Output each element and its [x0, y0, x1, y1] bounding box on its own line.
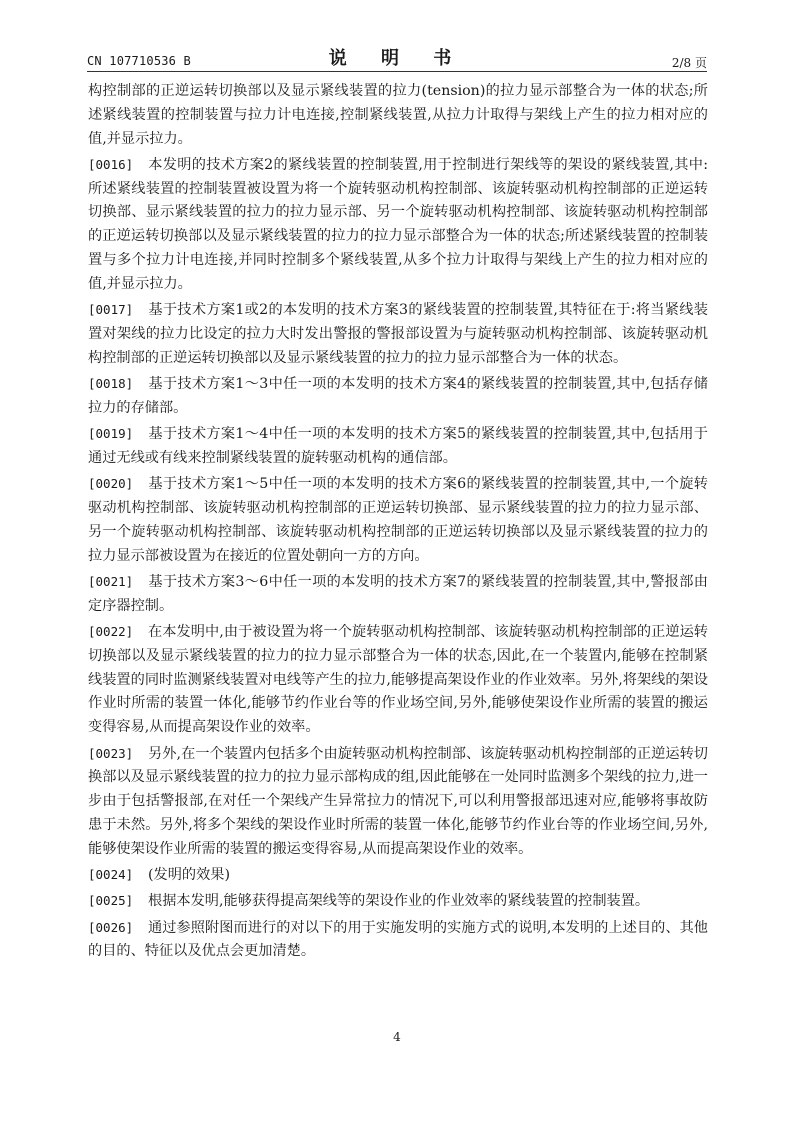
paragraph-number: [0019]: [88, 426, 134, 442]
paragraph-number: [0025]: [88, 893, 134, 909]
paragraph-number: [0018]: [88, 376, 134, 392]
paragraph: [88, 916, 708, 965]
page-number: 4: [393, 1030, 401, 1044]
paragraph-text: 根据本发明,能够获得提高架线等的架设作业的作业效率的紧线装置的控制装置。: [148, 893, 650, 910]
document-title: 说 明 书: [328, 48, 466, 69]
paragraph: [88, 889, 708, 914]
paragraph: [88, 372, 708, 421]
paragraph: [88, 80, 708, 151]
page-header: [87, 44, 707, 72]
paragraph-number: [0023]: [88, 745, 134, 761]
header-divider: [87, 71, 707, 72]
paragraph-text: 本发明的技术方案2的紧线装置的控制装置,用于控制进行架线等的架设的紧线装置,其中:所述紧线装置的控制装置被设置为将一个旋转驱动机构控制部、该旋转驱动机构控制部的正逆运转切换部、显示紧线装置的拉力的拉力显示部、另一个旋转驱动机构控制部、该旋转驱动机构控制部的正逆运转切换部以及显示紧线装置的拉力的拉力显示部整合为一体的状态;所述紧线装置的控制装置与多个拉力计电连接,并同时控制多个紧线装置,从多个拉力计取得与架线上产生的拉力相对应的值,并显示拉力。: [88, 156, 708, 292]
paragraph-number: [0017]: [88, 302, 134, 318]
paragraph-text: 另外,在一个装置内包括多个由旋转驱动机构控制部、该旋转驱动机构控制部的正逆运转切换部以及显示紧线装置的拉力的拉力显示部构成的组,因此能够在一处同时监测多个架线的拉力,进一步由于包括警报部,在对任一个架线产生异常拉力的情况下,可以利用警报部迅速对应,能够将事故防患于未然。另外,将多个架线的架设作业时所需的装置一体化,能够节约作业台等的作业场空间,另外,能够使架设作业所需的装置的搬运变得容易,从而提高架设作业的效率。: [88, 745, 708, 857]
paragraph-text: 基于技术方案3～6中任一项的本发明的技术方案7的紧线装置的控制装置,其中,警报部由定序器控制。: [88, 573, 708, 614]
paragraph-number: [0016]: [88, 156, 134, 172]
paragraph-text: 基于技术方案1或2的本发明的技术方案3的紧线装置的控制装置,其特征在于:将当紧线装置对架线的拉力比设定的拉力大时发出警报的警报部设置为与旋转驱动机构控制部、该旋转驱动机构控制部的正逆运转切换部以及显示紧线装置的拉力的拉力显示部整合为一体的状态。: [88, 302, 708, 366]
paragraph-text: 基于技术方案1～3中任一项的本发明的技术方案4的紧线装置的控制装置,其中,包括存储拉力的存储部。: [88, 376, 708, 416]
document-body: [88, 80, 708, 964]
paragraph-text: (发明的效果): [148, 867, 231, 883]
paragraph-text: 基于技术方案1～4中任一项的本发明的技术方案5的紧线装置的控制装置,其中,包括用于通过无线或有线来控制紧线装置的旋转驱动机构的通信部。: [88, 426, 708, 466]
paragraph-number: [0024]: [88, 867, 134, 882]
paragraph-text: 在本发明中,由于被设置为将一个旋转驱动机构控制部、该旋转驱动机构控制部的正逆运转切换部以及显示紧线装置的拉力的拉力显示部整合为一体的状态,因此,在一个装置内,能够在控制紧线装置的同时监测紧线装置对电线等产生的拉力,能够提高架设作业的作业效率。另外,将架线的架设作业时所需的装置一体化,能够节约作业台等的作业场空间,另外,能够使架设作业所需的装置的搬运变得容易,从而提高架设作业的效率。: [88, 624, 708, 736]
paragraph: [88, 620, 708, 740]
paragraph: [88, 742, 708, 862]
paragraph: [88, 472, 708, 568]
paragraph-text: 构控制部的正逆运转切换部以及显示紧线装置的拉力(tension)的拉力显示部整合为一体的状态;所述紧线装置的控制装置与拉力计电连接,控制紧线装置,从拉力计取得与架线上产生的拉力相对应的值,并显示拉力。: [88, 83, 708, 147]
paragraph-text: 基于技术方案1～5中任一项的本发明的技术方案6的紧线装置的控制装置,其中,一个旋转驱动机构控制部、该旋转驱动机构控制部的正逆运转切换部、显示紧线装置的拉力的拉力显示部、另一个旋转驱动机构控制部、该旋转驱动机构控制部的正逆运转切换部以及显示紧线装置的拉力的拉力显示部被设置为在接近的位置处朝向一方的方向。: [88, 476, 708, 564]
paragraph: [88, 422, 708, 471]
paragraph: [88, 153, 708, 297]
paragraph: [88, 863, 708, 888]
page-indicator: 2/8 页: [671, 56, 707, 70]
paragraph-number: [0022]: [88, 624, 134, 640]
paragraph-text: 通过参照附图而进行的对以下的用于实施发明的实施方式的说明,本发明的上述目的、其他的目的、特征以及优点会更加清楚。: [88, 919, 708, 960]
paragraph: [88, 298, 708, 370]
patent-number: CN 107710536 B: [87, 54, 191, 68]
paragraph-number: [0026]: [88, 919, 134, 935]
paragraph-number: [0020]: [88, 476, 134, 492]
paragraph-number: [0021]: [88, 573, 134, 589]
paragraph: [88, 570, 708, 619]
